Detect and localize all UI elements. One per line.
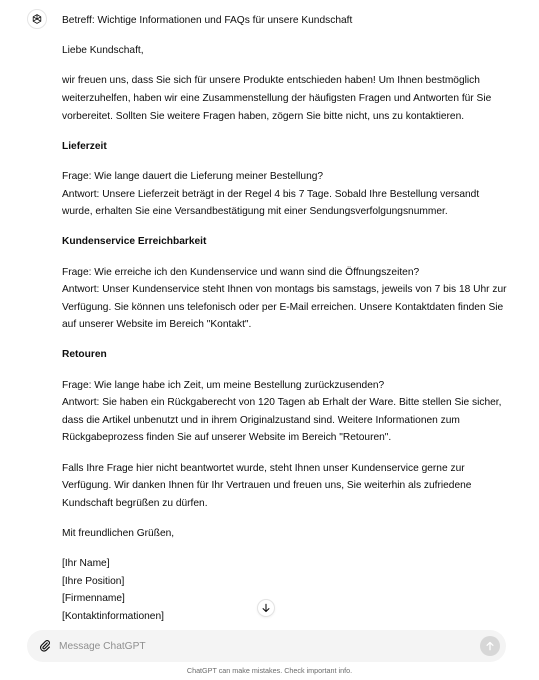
faq-line: Frage: Wie erreiche ich den Kundenservice und wann sind die Öffnungszeiten? [62, 266, 420, 278]
signature-line: [Ihre Position] [62, 575, 125, 587]
section-heading-kundenservice: Kundenservice Erreichbarkeit [62, 236, 207, 248]
message-closing [62, 460, 512, 513]
section-heading-retouren: Retouren [62, 349, 107, 361]
section-body-lieferzeit [62, 168, 512, 221]
arrow-up-icon [485, 641, 495, 651]
assistant-avatar [27, 9, 47, 29]
message-input[interactable] [59, 637, 439, 655]
signature-line: [Ihr Name] [62, 558, 110, 570]
message-greeting: Liebe Kundschaft, [62, 45, 144, 57]
faq-line: Verfügung. Sie können uns telefonisch oder per E-Mail erreichen. Unsere Kontaktdaten finden Sie [62, 301, 504, 313]
faq-line: Frage: Wie lange dauert die Lieferung meiner Bestellung? [62, 170, 324, 182]
scroll-to-bottom-button[interactable] [257, 599, 275, 617]
section-body-kundenservice [62, 264, 512, 334]
message-intro [62, 72, 512, 125]
faq-line: Rückgabeprozess finden Sie auf unserer Website im Bereich "Retouren". [62, 432, 392, 444]
intro-line: wir freuen uns, dass Sie sich für unsere Produkte entschieden haben! Um Ihnen bestmöglich [62, 75, 480, 87]
faq-line: Frage: Wie lange habe ich Zeit, um meine Bestellung zurückzusenden? [62, 379, 385, 391]
send-button[interactable] [480, 636, 500, 656]
message-subject: Betreff: Wichtige Informationen und FAQs für unsere Kundschaft [62, 15, 353, 26]
attach-button[interactable] [37, 638, 53, 654]
openai-logo-icon [31, 13, 43, 25]
section-body-retouren [62, 377, 512, 447]
assistant-message [62, 12, 512, 626]
faq-line: auf unserer Website im Bereich "Kontakt". [62, 319, 252, 331]
disclaimer-text: ChatGPT can make mistakes. Check important info. [186, 666, 353, 675]
paperclip-icon [38, 639, 52, 653]
signature-line: [Firmenname] [62, 593, 125, 605]
closing-line: Verfügung. Wir danken Ihnen für Ihr Vertrauen und freuen uns, Sie weiterhin als zufriedene [62, 480, 472, 492]
faq-line: Antwort: Unsere Lieferzeit beträgt in der Regel 4 bis 7 Tage. Sobald Ihre Bestellung versandt [62, 188, 480, 200]
closing-line: Falls Ihre Frage hier nicht beantwortet wurde, steht Ihnen unser Kundenservice gerne zur [62, 462, 465, 474]
faq-line: Antwort: Unser Kundenservice steht Ihnen von montags bis samstags, jeweils von 7 bis 18 Uhr zur [62, 284, 507, 296]
message-composer [27, 630, 506, 662]
signature-line: [Kontaktinformationen] [62, 610, 164, 622]
intro-line: vorbereitet. Sollten Sie weitere Fragen haben, zögern Sie bitte nicht, uns zu kontaktieren. [62, 110, 465, 122]
section-heading-lieferzeit: Lieferzeit [62, 140, 107, 152]
arrow-down-icon [261, 603, 271, 613]
faq-line: dass die Artikel unbenutzt und in ihrem Originalzustand sind. Weitere Informationen zum [62, 414, 460, 426]
message-sign-off: Mit freundlichen Grüßen, [62, 528, 175, 539]
faq-line: wurde, erhalten Sie eine Versandbestätigung mit einer Sendungsverfolgungsnummer. [62, 206, 448, 218]
intro-line: weiterzuhelfen, haben wir eine Zusammenstellung der häufigsten Fragen und Antworten für Sie [62, 92, 492, 104]
message-signature [62, 555, 512, 625]
faq-line: Antwort: Sie haben ein Rückgaberecht von 120 Tagen ab Erhalt der Ware. Bitte stellen Sie sicher, [62, 397, 502, 409]
closing-line: Kundschaft begrüßen zu dürfen. [62, 497, 208, 509]
